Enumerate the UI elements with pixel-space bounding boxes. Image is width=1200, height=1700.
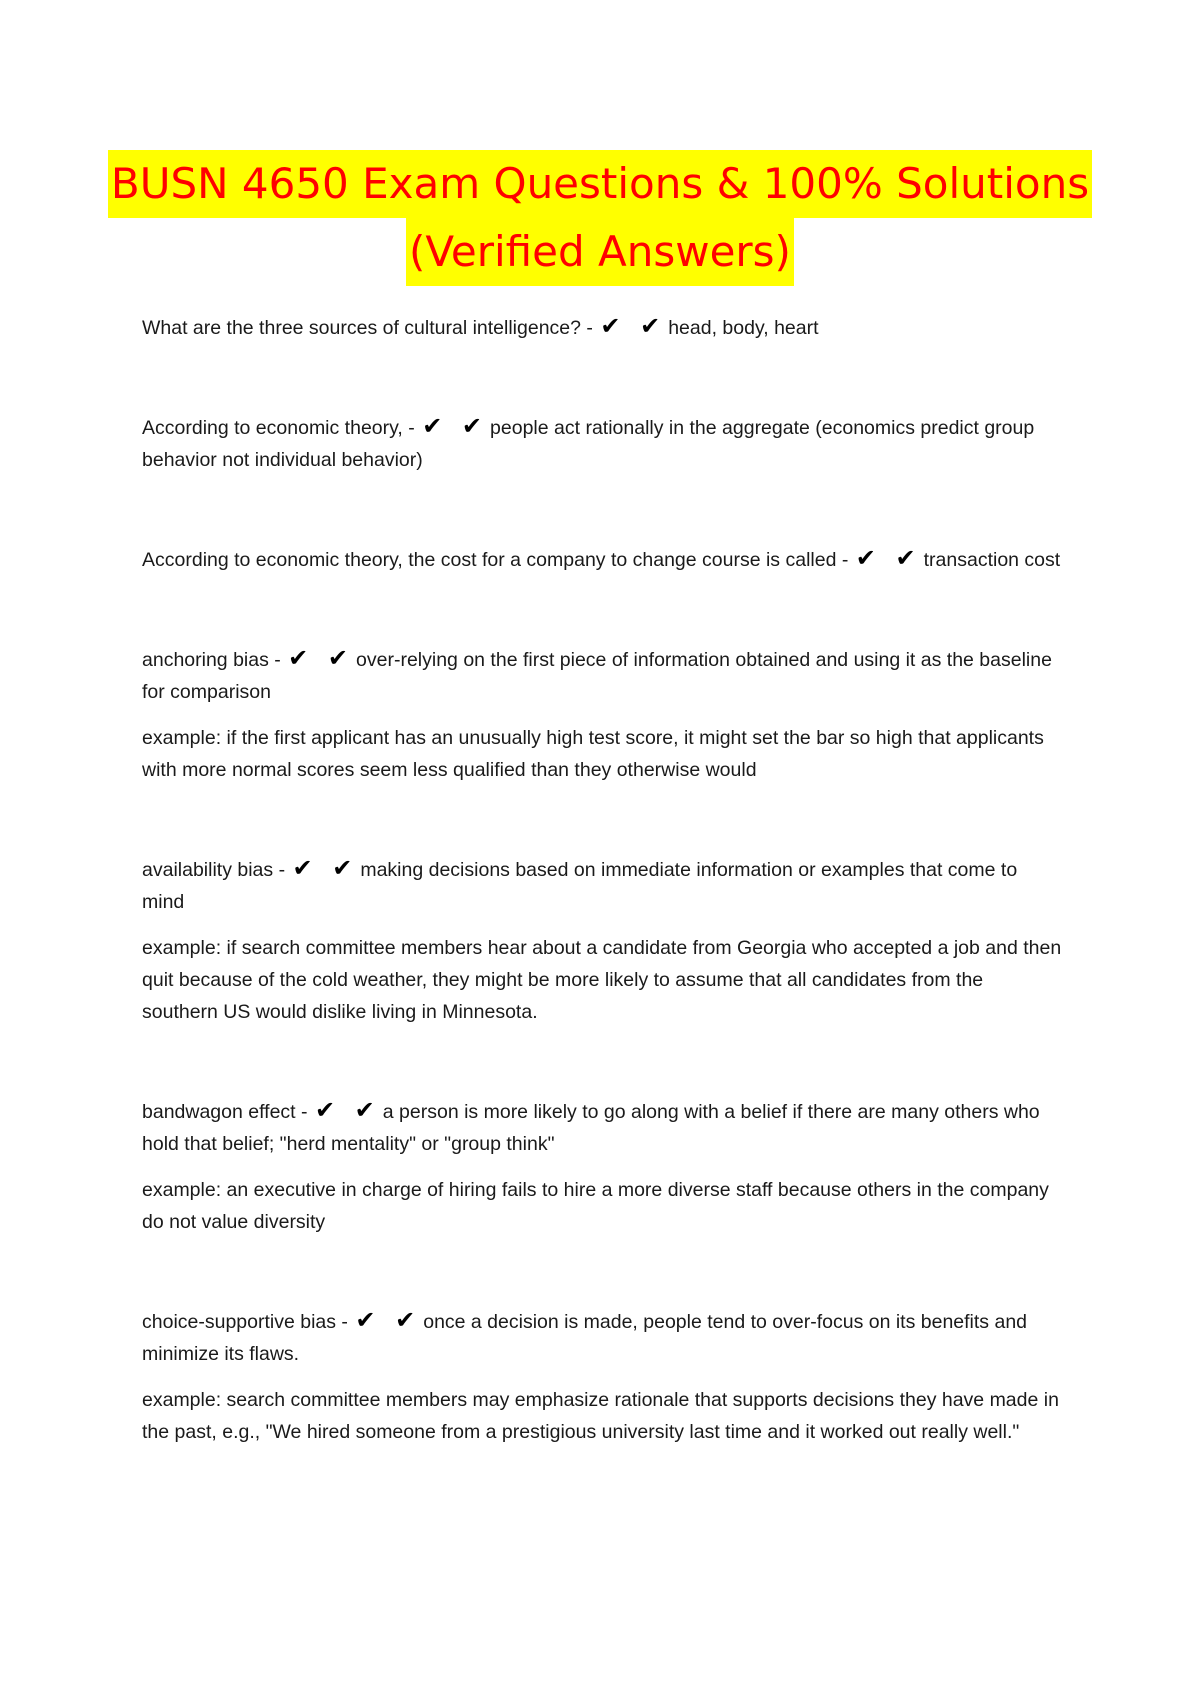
question-text: choice-supportive bias - [142, 1311, 348, 1333]
double-check-icon: ✔ ✔ [355, 1306, 422, 1334]
qa-entry-4 [142, 642, 1062, 786]
qa-text [142, 410, 1062, 476]
question-text: According to economic theory, the cost for a company to change course is called - [142, 549, 849, 571]
qa-entry-7 [142, 1304, 1062, 1448]
qa-entry-3 [142, 542, 1062, 576]
answer-text: head, body, heart [668, 317, 819, 339]
question-text: availability bias - [142, 859, 286, 881]
question-text: According to economic theory, - [142, 417, 415, 439]
qa-text [142, 642, 1062, 708]
double-check-icon: ✔ ✔ [600, 312, 667, 340]
document-title [0, 150, 1200, 286]
qa-text [142, 1094, 1062, 1160]
example-text: example: search committee members may emphasize rationale that supports decisions they have made in the past, e.g., "We hired someone from a prestigious university last time and it worked out really well." [142, 1389, 1059, 1443]
double-check-icon: ✔ ✔ [422, 412, 489, 440]
double-check-icon: ✔ ✔ [292, 854, 359, 882]
qa-entry-5 [142, 852, 1062, 1028]
answer-text: making decisions based on immediate information or examples that come to mind [142, 859, 1018, 913]
qa-text [142, 852, 1062, 918]
answer-text: transaction cost [923, 549, 1061, 571]
example-text: example: if search committee members hear about a candidate from Georgia who accepted a job and then quit because of the cold weather, they might be more likely to assume that all candidates from the southern US would dislike living in Minnesota. [142, 937, 1062, 1023]
qa-text [142, 310, 1062, 344]
double-check-icon: ✔ ✔ [314, 1096, 381, 1124]
example-text: example: if the first applicant has an unusually high test score, it might set the bar so high that applicants with more normal scores seem less qualified than they otherwise would [142, 727, 1044, 781]
double-check-icon: ✔ ✔ [855, 544, 922, 572]
answer-text: a person is more likely to go along with a belief if there are many others who hold that belief; "herd mentality" or "group think" [142, 1101, 1040, 1155]
question-text: What are the three sources of cultural intelligence? - [142, 317, 593, 339]
answer-text: once a decision is made, people tend to over-focus on its benefits and minimize its flaws. [142, 1311, 1028, 1365]
title-line-1: BUSN 4650 Exam Questions & 100% Solutions [108, 150, 1092, 218]
double-check-icon: ✔ ✔ [288, 644, 355, 672]
qa-entry-2 [142, 410, 1062, 476]
qa-text [142, 542, 1062, 576]
title-line-2: (Verified Answers) [406, 218, 794, 286]
qa-list [142, 310, 1062, 1448]
question-text: anchoring bias - [142, 649, 281, 671]
answer-text: over-relying on the first piece of information obtained and using it as the baseline for comparison [142, 649, 1052, 703]
qa-entry-1 [142, 310, 1062, 344]
question-text: bandwagon effect - [142, 1101, 308, 1123]
qa-text [142, 1304, 1062, 1370]
qa-entry-6 [142, 1094, 1062, 1238]
answer-text: people act rationally in the aggregate (economics predict group behavior not individual behavior) [142, 417, 1035, 471]
example-text: example: an executive in charge of hiring fails to hire a more diverse staff because others in the company do not value diversity [142, 1179, 1049, 1233]
